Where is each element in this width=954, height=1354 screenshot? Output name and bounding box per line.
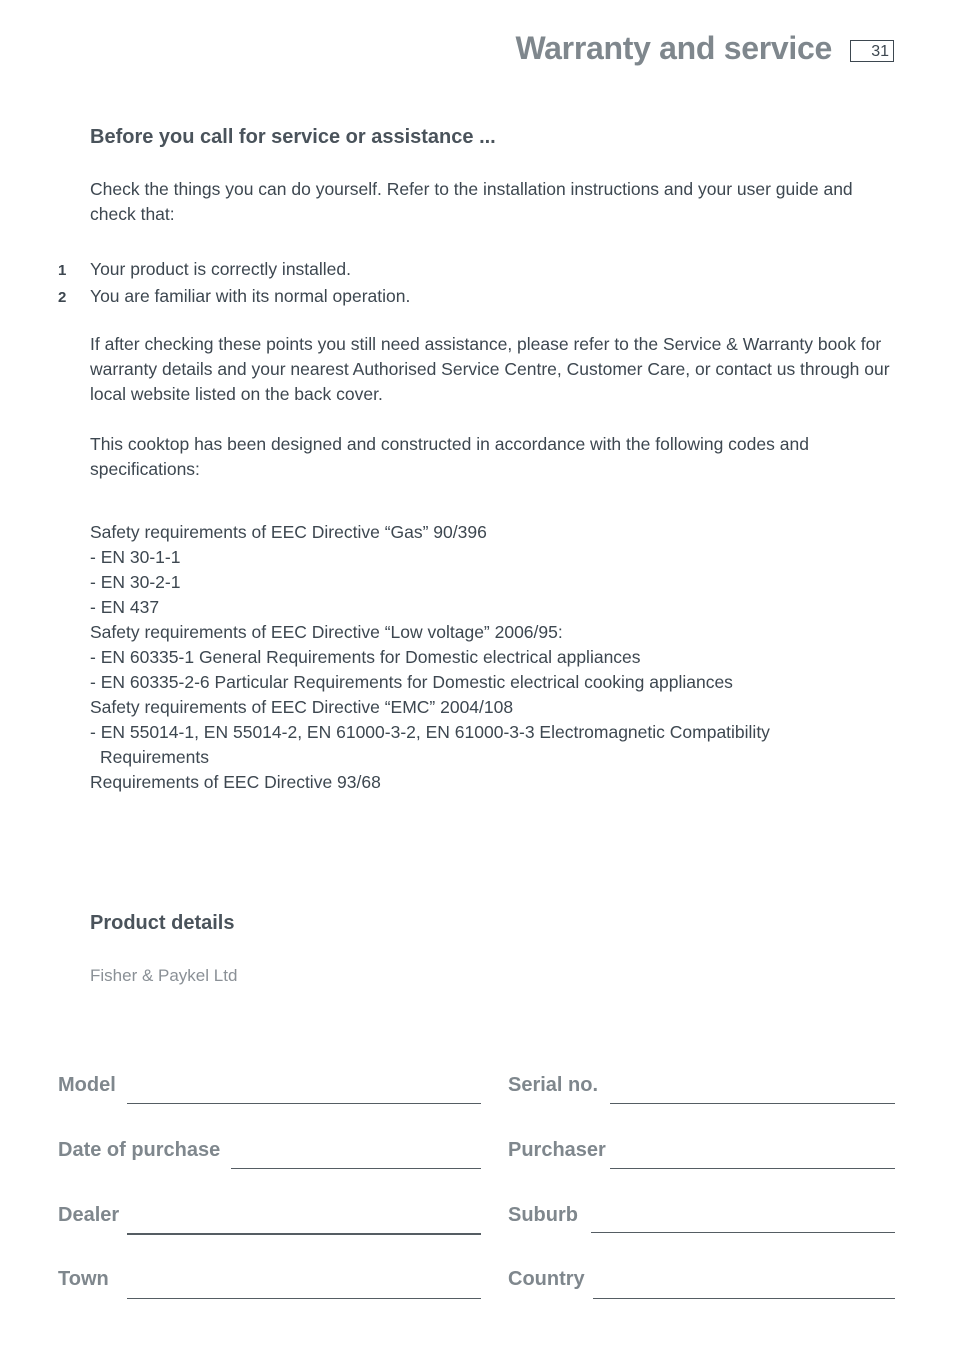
spec-line: - EN 30-1-1 xyxy=(90,547,181,567)
spec-line: - EN 60335-2-6 Particular Requirements for Domestic electrical cooking appliances xyxy=(90,672,733,692)
assistance-paragraph: If after checking these points you still need assistance, please refer to the Service & Warranty book for warranty details and your nearest Authorised Service Centre, Customer Care, or contact us through our local website listed on the back cover. xyxy=(90,334,890,404)
model-label: Model xyxy=(58,1074,116,1096)
suburb-field[interactable] xyxy=(591,1232,895,1233)
dealer-label: Dealer xyxy=(58,1204,120,1226)
specifications-list xyxy=(90,520,770,795)
spec-line: Safety requirements of EEC Directive “Low voltage” 2006/95: xyxy=(90,622,563,642)
serial-field[interactable] xyxy=(610,1103,895,1104)
serial-label: Serial no. xyxy=(508,1074,599,1096)
date-of-purchase-label: Date of purchase xyxy=(58,1139,221,1161)
purchaser-label: Purchaser xyxy=(508,1139,606,1161)
product-heading: Product details xyxy=(90,912,235,934)
list-number: 2 xyxy=(58,289,67,306)
page-title: Warranty and service xyxy=(515,30,832,66)
model-field[interactable] xyxy=(127,1103,481,1104)
list-item xyxy=(58,284,410,310)
dealer-field[interactable] xyxy=(127,1233,481,1235)
spec-line: - EN 30-2-1 xyxy=(90,572,181,592)
suburb-label: Suburb xyxy=(508,1204,578,1226)
list-item xyxy=(58,257,351,283)
list-text: You are familiar with its normal operation. xyxy=(90,286,411,306)
spec-line: - EN 437 xyxy=(90,597,160,617)
country-label: Country xyxy=(508,1268,585,1290)
purchaser-field[interactable] xyxy=(610,1168,895,1169)
spec-line: Safety requirements of EEC Directive “EMC” 2004/108 xyxy=(90,697,514,717)
service-intro: Check the things you can do yourself. Refer to the installation instructions and your user guide and check that: xyxy=(90,179,853,224)
spec-line: - EN 55014-1, EN 55014-2, EN 61000-3-2, EN 61000-3-3 Electromagnetic Compatibility xyxy=(90,722,770,742)
town-label: Town xyxy=(58,1268,109,1290)
list-text: Your product is correctly installed. xyxy=(90,259,352,279)
spec-line: Requirements xyxy=(100,747,209,767)
spec-line: - EN 60335-1 General Requirements for Domestic electrical appliances xyxy=(90,647,641,667)
list-number: 1 xyxy=(58,262,67,279)
country-field[interactable] xyxy=(593,1298,895,1299)
spec-line: Safety requirements of EEC Directive “Gas” 90/396 xyxy=(90,522,487,542)
date-of-purchase-field[interactable] xyxy=(231,1168,481,1169)
company-name: Fisher & Paykel Ltd xyxy=(90,966,238,985)
compliance-paragraph: This cooktop has been designed and constructed in accordance with the following codes and specifications: xyxy=(90,434,809,479)
service-heading: Before you call for service or assistance ... xyxy=(90,126,496,148)
page-number: 31 xyxy=(850,40,894,62)
spec-line: Requirements of EEC Directive 93/68 xyxy=(90,772,381,792)
town-field[interactable] xyxy=(127,1298,481,1299)
